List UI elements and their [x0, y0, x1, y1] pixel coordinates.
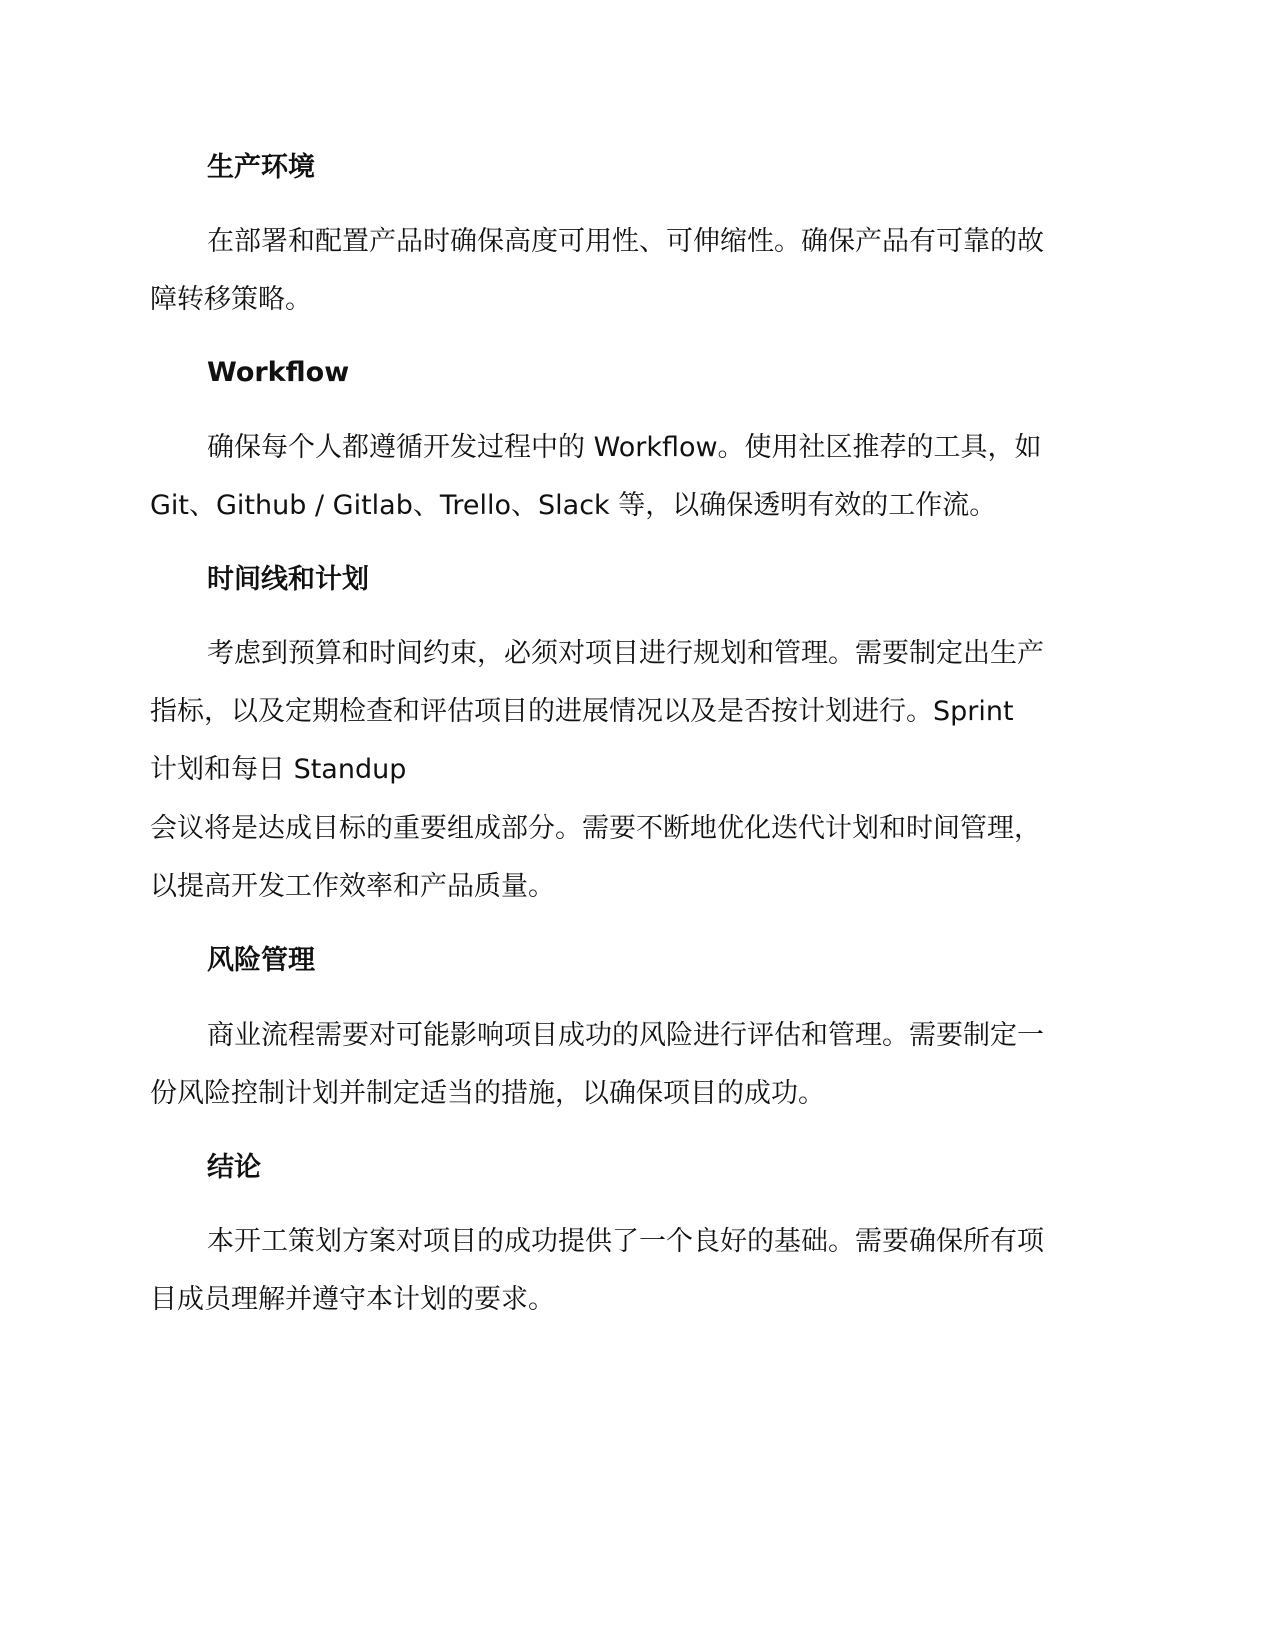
paragraph-line: Git、Github / Gitlab、Trello、Slack 等，以确保透明有效的工作流。 [150, 490, 997, 521]
paragraph-line: 计划和每日 Standup [150, 754, 407, 785]
section-heading-workflow: Workflow [207, 357, 350, 388]
paragraph-line: 商业流程需要对可能影响项目成功的风险进行评估和管理。需要制定一 [207, 1020, 1044, 1051]
paragraph-line: 考虑到预算和时间约束，必须对项目进行规划和管理。需要制定出生产 [207, 638, 1044, 669]
section-heading-risk: 风险管理 [207, 945, 315, 976]
section-heading-conclusion: 结论 [207, 1152, 261, 1183]
paragraph-line: 本开工策划方案对项目的成功提供了一个良好的基础。需要确保所有项 [207, 1226, 1044, 1257]
paragraph-line: 份风险控制计划并制定适当的措施，以确保项目的成功。 [150, 1078, 825, 1109]
paragraph-line: 以提高开发工作效率和产品质量。 [150, 871, 555, 902]
section-heading-timeline: 时间线和计划 [207, 564, 369, 595]
paragraph-line: 会议将是达成目标的重要组成部分。需要不断地优化迭代计划和时间管理， [150, 813, 1041, 844]
paragraph-line: 障转移策略。 [150, 284, 312, 315]
section-heading-production: 生产环境 [207, 152, 315, 183]
paragraph-line: 在部署和配置产品时确保高度可用性、可伸缩性。确保产品有可靠的故 [207, 226, 1044, 257]
paragraph-line: 目成员理解并遵守本计划的要求。 [150, 1284, 555, 1315]
paragraph-line: 指标，以及定期检查和评估项目的进展情况以及是否按计划进行。Sprint [150, 696, 1014, 727]
paragraph-line: 确保每个人都遵循开发过程中的 Workflow。使用社区推荐的工具，如 [207, 432, 1042, 463]
